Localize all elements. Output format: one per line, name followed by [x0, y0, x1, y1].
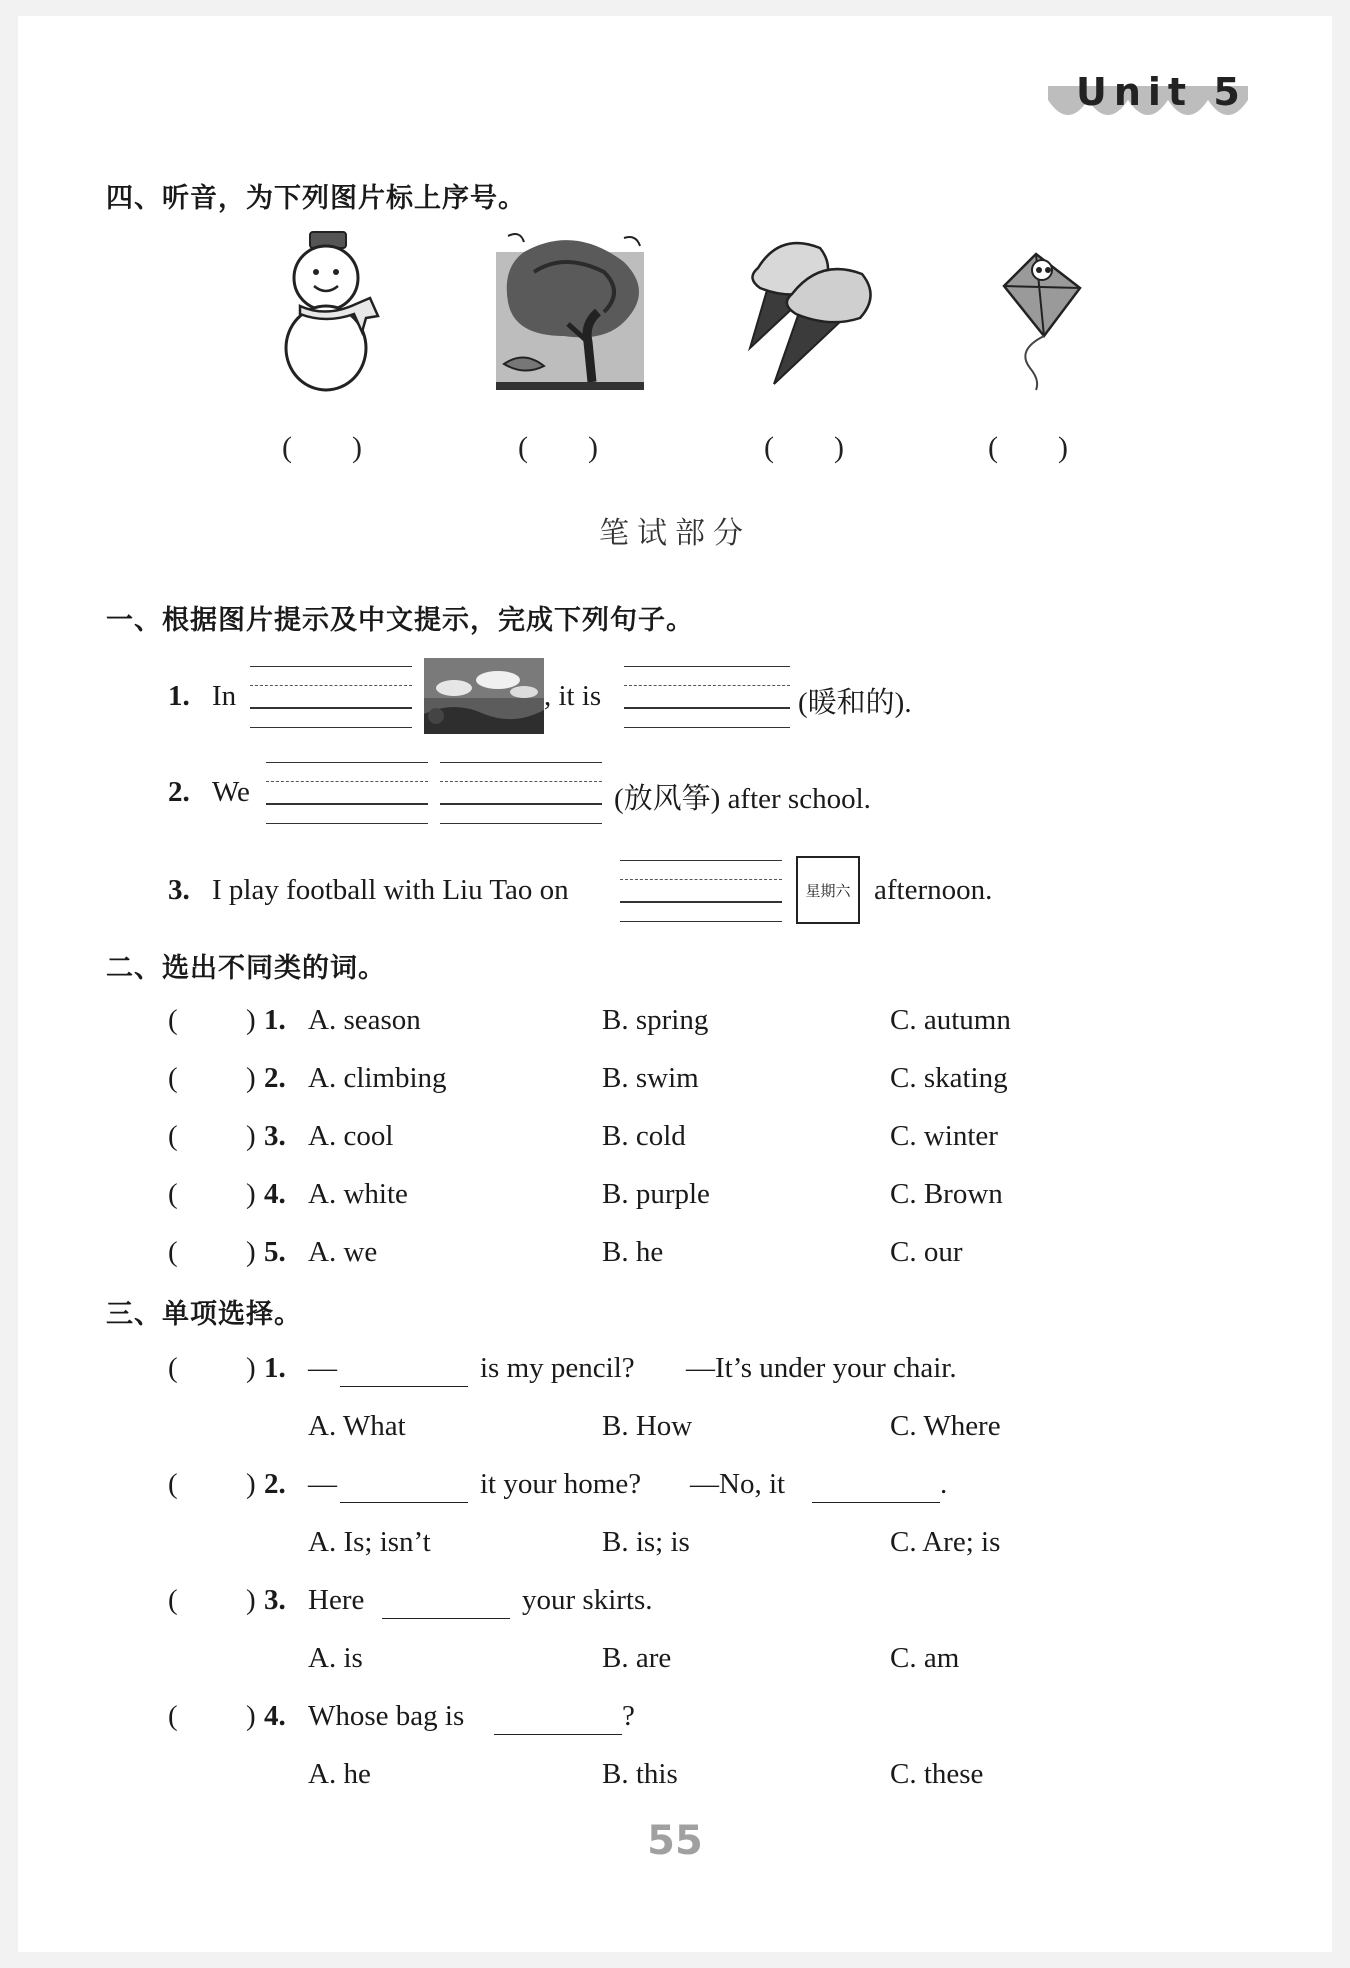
- option-c: C. these: [890, 1758, 984, 1790]
- spring-scene-icon: [424, 658, 544, 734]
- q1-writing-line-2[interactable]: [624, 666, 790, 728]
- option-b: B. cold: [602, 1120, 686, 1152]
- q2-hint: (放风筝) after school.: [614, 783, 871, 815]
- sentence-part: it your home?: [480, 1468, 642, 1500]
- answer-paren-open[interactable]: (: [168, 1236, 178, 1268]
- picture-answer-4[interactable]: ( ): [988, 431, 1068, 464]
- option-c: C. skating: [890, 1062, 1008, 1094]
- answer-paren-open[interactable]: (: [168, 1120, 178, 1152]
- option-b: B. swim: [602, 1062, 699, 1094]
- q3-pre: I play football with Liu Tao on: [212, 874, 569, 906]
- option-a: A. cool: [308, 1120, 394, 1152]
- option-c: C. autumn: [890, 1004, 1011, 1036]
- answer-paren-open[interactable]: (: [168, 1352, 178, 1384]
- saturday-box: 星期六: [796, 856, 860, 924]
- item-number: 3.: [264, 1120, 286, 1152]
- q1-pre: In: [212, 680, 237, 712]
- answer-paren-close: ): [246, 1062, 256, 1094]
- answer-paren-close: ): [246, 1236, 256, 1268]
- answer-paren-close: ): [246, 1468, 256, 1500]
- sentence-part: is my pencil?: [480, 1352, 635, 1384]
- answer-paren-open[interactable]: (: [168, 1062, 178, 1094]
- q2-pre: We: [212, 776, 250, 808]
- sentence-reply: —It’s under your chair.: [686, 1352, 957, 1384]
- windy-tree-icon: [494, 232, 646, 390]
- answer-paren-open[interactable]: (: [168, 1004, 178, 1036]
- q1-writing-line-1[interactable]: [250, 666, 412, 728]
- ice-cream-icon: [740, 228, 890, 390]
- item-number: 2.: [264, 1062, 286, 1094]
- option-b: B. are: [602, 1642, 672, 1674]
- answer-paren-close: ): [246, 1700, 256, 1732]
- option-a: A. he: [308, 1758, 371, 1790]
- item-number: 4.: [264, 1700, 286, 1732]
- q1-hint: (暖和的).: [798, 687, 912, 719]
- option-c: C. our: [890, 1236, 963, 1268]
- sentence-end: ?: [622, 1700, 635, 1732]
- answer-paren-close: ): [246, 1352, 256, 1384]
- option-a: A. season: [308, 1004, 421, 1036]
- option-b: B. is; is: [602, 1526, 690, 1558]
- blank-line[interactable]: [812, 1502, 940, 1503]
- answer-paren-close: ): [246, 1120, 256, 1152]
- option-a: A. climbing: [308, 1062, 447, 1094]
- section4-heading: 四、听音，为下列图片标上序号。: [106, 183, 526, 214]
- blank-line[interactable]: [340, 1502, 468, 1503]
- answer-paren-open[interactable]: (: [168, 1584, 178, 1616]
- item-number: 1.: [264, 1004, 286, 1036]
- option-a: A. we: [308, 1236, 378, 1268]
- item-number: 3.: [264, 1584, 286, 1616]
- answer-paren-close: ): [246, 1584, 256, 1616]
- q3-writing-line[interactable]: [620, 860, 782, 922]
- dash: —: [308, 1352, 337, 1384]
- q3-post: afternoon.: [874, 874, 993, 906]
- option-a: A. white: [308, 1178, 408, 1210]
- option-b: B. spring: [602, 1004, 709, 1036]
- option-b: B. purple: [602, 1178, 710, 1210]
- snowman-icon: [270, 228, 390, 392]
- option-a: A. is: [308, 1642, 363, 1674]
- part1-heading: 一、根据图片提示及中文提示，完成下列句子。: [106, 605, 694, 636]
- item-number: 2.: [264, 1468, 286, 1500]
- q2-writing-line-2[interactable]: [440, 762, 602, 824]
- option-c: C. am: [890, 1642, 960, 1674]
- sentence-part: Whose bag is: [308, 1700, 465, 1732]
- option-c: C. Are; is: [890, 1526, 1001, 1558]
- option-c: C. Where: [890, 1410, 1001, 1442]
- picture-answer-1[interactable]: ( ): [282, 431, 362, 464]
- q2-writing-line-1[interactable]: [266, 762, 428, 824]
- option-b: B. How: [602, 1410, 693, 1442]
- q3-number: 3.: [168, 874, 190, 906]
- dash: —: [308, 1468, 337, 1500]
- blank-line[interactable]: [340, 1386, 468, 1387]
- part2-heading: 二、选出不同类的词。: [106, 953, 386, 984]
- option-b: B. this: [602, 1758, 678, 1790]
- answer-paren-open[interactable]: (: [168, 1700, 178, 1732]
- option-b: B. he: [602, 1236, 664, 1268]
- answer-paren-close: ): [246, 1004, 256, 1036]
- option-a: A. What: [308, 1410, 406, 1442]
- item-number: 4.: [264, 1178, 286, 1210]
- q2-number: 2.: [168, 776, 190, 808]
- answer-paren-open[interactable]: (: [168, 1468, 178, 1500]
- written-part-title: 笔试部分: [599, 516, 751, 551]
- picture-answer-2[interactable]: ( ): [518, 431, 598, 464]
- kite-icon: [996, 250, 1088, 392]
- blank-line[interactable]: [382, 1618, 510, 1619]
- option-c: C. winter: [890, 1120, 998, 1152]
- unit-label: Unit 5: [1076, 70, 1247, 114]
- part3-heading: 三、单项选择。: [106, 1299, 302, 1330]
- item-number: 1.: [264, 1352, 286, 1384]
- sentence-part: Here: [308, 1584, 365, 1616]
- sentence-part: your skirts.: [522, 1584, 653, 1616]
- blank-line[interactable]: [494, 1734, 622, 1735]
- q1-mid: , it is: [544, 680, 602, 712]
- sentence-end: .: [940, 1468, 948, 1500]
- picture-answer-3[interactable]: ( ): [764, 431, 844, 464]
- item-number: 5.: [264, 1236, 286, 1268]
- answer-paren-close: ): [246, 1178, 256, 1210]
- option-a: A. Is; isn’t: [308, 1526, 431, 1558]
- page-number: 55: [647, 1818, 703, 1864]
- unit-badge: [1048, 70, 1248, 126]
- sentence-reply: —No, it: [690, 1468, 786, 1500]
- q1-number: 1.: [168, 680, 190, 712]
- answer-paren-open[interactable]: (: [168, 1178, 178, 1210]
- option-c: C. Brown: [890, 1178, 1003, 1210]
